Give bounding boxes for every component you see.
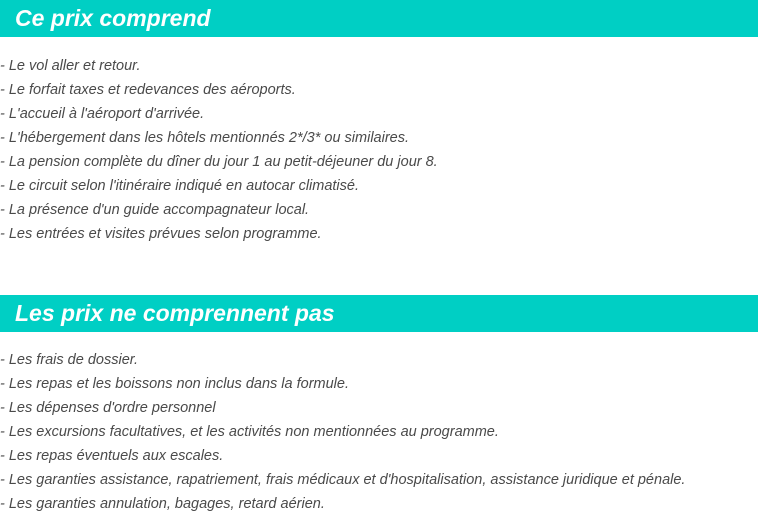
included-item: - Le forfait taxes et redevances des aéroports. (0, 82, 296, 98)
excluded-item: - Les excursions facultatives, et les activités non mentionnées au programme. (0, 424, 499, 440)
excluded-item: - Les frais de dossier. (0, 352, 139, 368)
excluded-item: - Les repas éventuels aux escales. (0, 448, 224, 464)
included-section-title: Ce prix comprend (0, 0, 758, 37)
excluded-item: - Les repas et les boissons non inclus dans la formule. (0, 376, 349, 392)
included-item: - L'accueil à l'aéroport d'arrivée. (0, 106, 205, 122)
excluded-item: - Les dépenses d'ordre personnel (0, 400, 216, 416)
included-item: - Le vol aller et retour. (0, 58, 141, 74)
included-item: - La pension complète du dîner du jour 1 au petit-déjeuner du jour 8. (0, 154, 438, 170)
excluded-items-list (0, 348, 685, 516)
included-item: - L'hébergement dans les hôtels mentionnés 2*/3* ou similaires. (0, 130, 409, 146)
excluded-item: - Les garanties annulation, bagages, retard aérien. (0, 496, 325, 512)
included-items-list (0, 54, 438, 246)
included-item: - La présence d'un guide accompagnateur local. (0, 202, 310, 218)
excluded-section-title: Les prix ne comprennent pas (0, 295, 758, 332)
excluded-item: - Les garanties assistance, rapatriement, frais médicaux et d'hospitalisation, assistance juridique et pénale. (0, 472, 686, 488)
included-item: - Les entrées et visites prévues selon programme. (0, 226, 322, 242)
included-item: - Le circuit selon l'itinéraire indiqué en autocar climatisé. (0, 178, 359, 194)
